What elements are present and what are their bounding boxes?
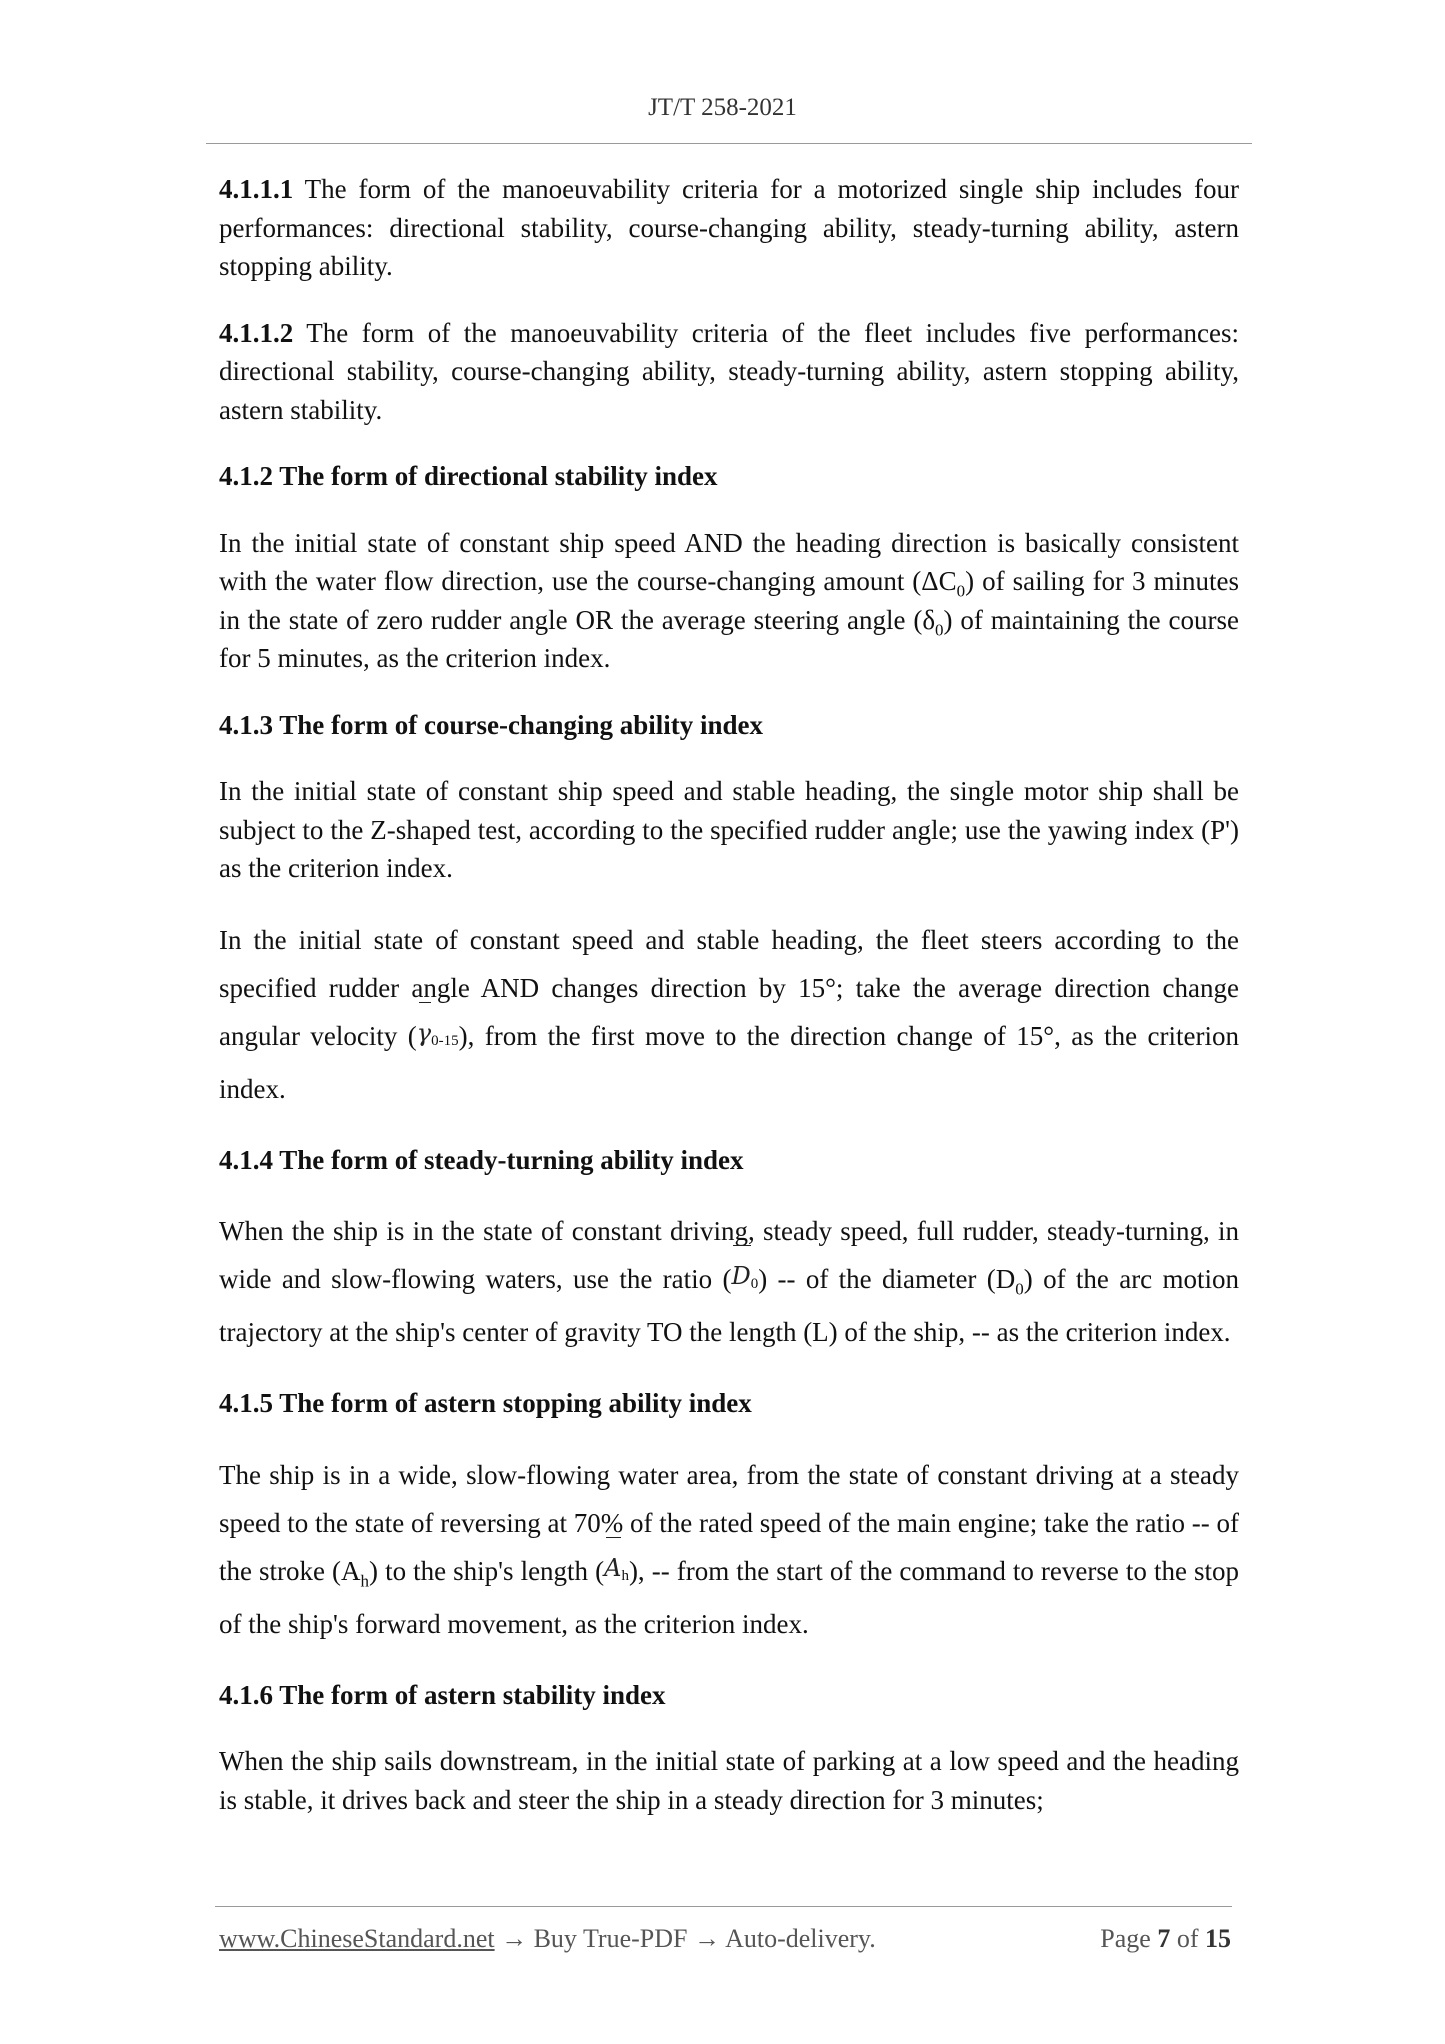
- paragraph-astern-stopping: The ship is in a wide, slow-flowing water area, from the state of constant driving at a steady speed to the state of reversing at 70% of the rated speed of the main engine; take the ratio -- of the stroke $(A_h)$ to the ship's length ( Ah), -- from the start of the command to reverse to the stop of the ship's forward movement, as the criterion index.: [219, 1459, 1239, 1639]
- a-bar-symbol: A: [604, 1544, 621, 1592]
- document-body: [219, 170, 1239, 1847]
- clause-number: 4.1.1.2: [219, 317, 294, 348]
- current-page: 7: [1157, 1924, 1171, 1953]
- paragraph-single-ship-course-changing: In the initial state of constant ship speed and stable heading, the single motor ship shall be subject to the Z-shaped test, according to the specified rudder angle; use the yawing index (P') as the criterion index.: [219, 776, 1239, 883]
- arrow-right-icon: →: [494, 1924, 534, 1953]
- heading-4-1-5: 4.1.5 The form of astern stopping ability index: [219, 1388, 752, 1418]
- paragraph-steady-turning: When the ship is in the state of constant driving, steady speed, full rudder, steady-turning, in wide and slow-flowing waters, use the ratio ( D0) -- of the diameter $(D_0)$ of the arc motion trajectory at the ship's center of gravity TO the length (L) of the ship, -- as the criterion index.: [219, 1216, 1240, 1347]
- paragraph-fleet-course-changing: In the initial state of constant speed and stable heading, the fleet steers according to the specified rudder angle AND changes direction by 15°; take the average direction change angular velocity ( γ0-15), from the first move to the direction change of 15°, as the criterion index.: [219, 924, 1239, 1104]
- website-link[interactable]: www.ChineseStandard.net: [219, 1924, 495, 1953]
- page-footer: [219, 1924, 1231, 1954]
- gamma-bar-symbol: γ: [417, 1009, 431, 1057]
- clause-text: The form of the manoeuvability criteria for a motorized single ship includes four performances: directional stability, course-changing ability, steady-turning ability, astern stopping ability.: [219, 174, 1239, 281]
- d-bar-symbol: D: [731, 1252, 750, 1300]
- auto-delivery-text: Auto-delivery.: [725, 1924, 876, 1953]
- heading-4-1-2: 4.1.2 The form of directional stability index: [219, 461, 718, 491]
- page-number: Page 7 of 15: [1100, 1924, 1231, 1953]
- footer-promo: [219, 1924, 876, 1954]
- buy-pdf-text: Buy True-PDF: [533, 1924, 688, 1953]
- clause-number: 4.1.1.1: [219, 174, 294, 204]
- paragraph-directional-stability: In the initial state of constant ship speed AND the heading direction is basically consistent with the water flow direction, use the course-changing amount $(\Delta C_0)$ of sailing for 3 minutes in the state of zero rudder angle OR the average steering angle $(\delta_0)$ of maintaining the course for 5 minutes, as the criterion index.: [219, 527, 1239, 673]
- total-pages: 15: [1205, 1924, 1231, 1953]
- header-divider: [206, 143, 1252, 144]
- clause-text: The form of the manoeuvability criteria of the fleet includes five performances: directional stability, course-changing ability, steady-turning ability, astern stopping ability, astern stability.: [219, 317, 1239, 425]
- paragraph-astern-stability: When the ship sails downstream, in the initial state of parking at a low speed and the heading is stable, it drives back and steer the ship in a steady direction for 3 minutes;: [219, 1746, 1239, 1815]
- heading-4-1-3: 4.1.3 The form of course-changing ability index: [219, 709, 764, 740]
- heading-4-1-4: 4.1.4 The form of steady-turning ability index: [219, 1144, 744, 1175]
- clause-4-1-1-1: [219, 170, 1239, 286]
- running-header: JT/T 258-2021: [648, 94, 797, 121]
- clause-4-1-1-2: [219, 314, 1239, 430]
- footer-divider: [215, 1906, 1232, 1907]
- heading-4-1-6: 4.1.6 The form of astern stability index: [219, 1679, 666, 1710]
- arrow-right-icon: →: [687, 1924, 726, 1953]
